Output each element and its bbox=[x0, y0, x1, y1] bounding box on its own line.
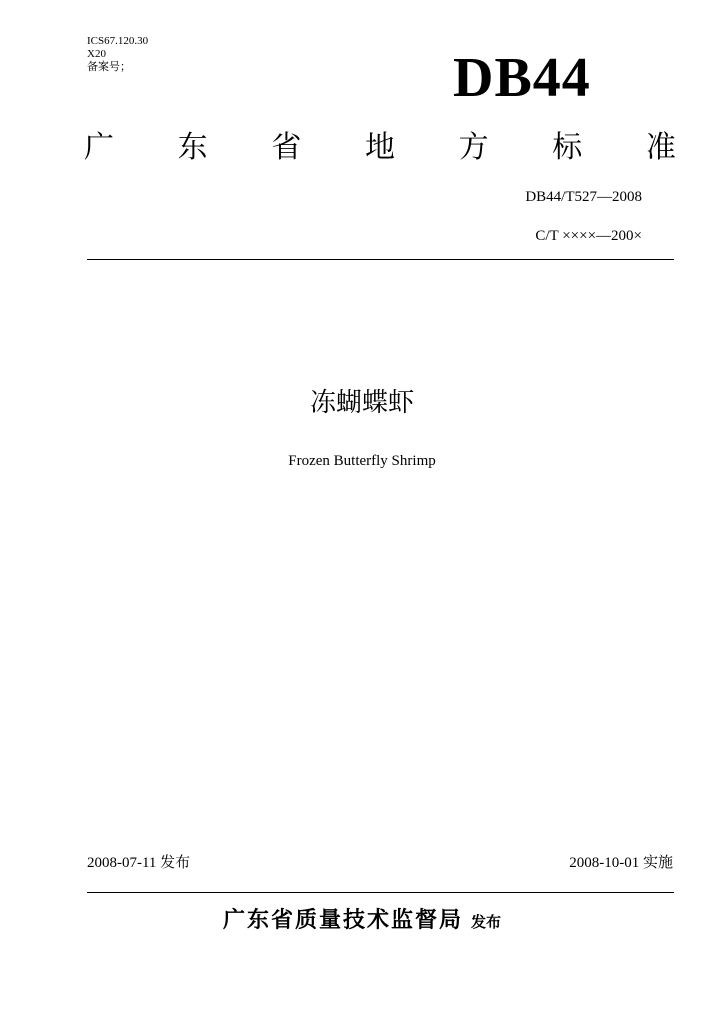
ics-code: ICS67.120.30 bbox=[87, 35, 149, 47]
standard-type-char: 省 bbox=[271, 130, 302, 165]
standard-type-char: 准 bbox=[645, 130, 676, 165]
footer-divider bbox=[87, 892, 674, 893]
standard-type-char: 标 bbox=[552, 130, 583, 165]
issuer-suffix: 发布 bbox=[471, 913, 502, 931]
issuer-name: 广东省质量技术监督局 bbox=[222, 908, 463, 933]
replaced-standard-number: C/T ××××—200× bbox=[535, 228, 642, 244]
document-title-english: Frozen Butterfly Shrimp bbox=[288, 453, 436, 469]
standard-type-char: 东 bbox=[177, 130, 208, 165]
issuing-authority bbox=[0, 903, 724, 934]
standard-type-char: 广 bbox=[84, 130, 114, 165]
record-number-label: 备案号； bbox=[87, 61, 131, 73]
db44-logo: DB44 bbox=[453, 47, 591, 109]
standard-type-char: 地 bbox=[364, 130, 395, 165]
standard-type-title bbox=[84, 128, 676, 168]
document-title-chinese: 冻蝴蝶虾 bbox=[309, 388, 414, 418]
standard-type-char: 方 bbox=[458, 130, 489, 165]
document-meta bbox=[87, 35, 148, 74]
classification-code: X20 bbox=[87, 48, 106, 60]
implementation-date: 2008-10-01 实施 bbox=[569, 855, 673, 871]
issue-date: 2008-07-11 发布 bbox=[87, 855, 191, 871]
standard-number: DB44/T527—2008 bbox=[525, 189, 642, 205]
header-divider bbox=[87, 259, 674, 260]
